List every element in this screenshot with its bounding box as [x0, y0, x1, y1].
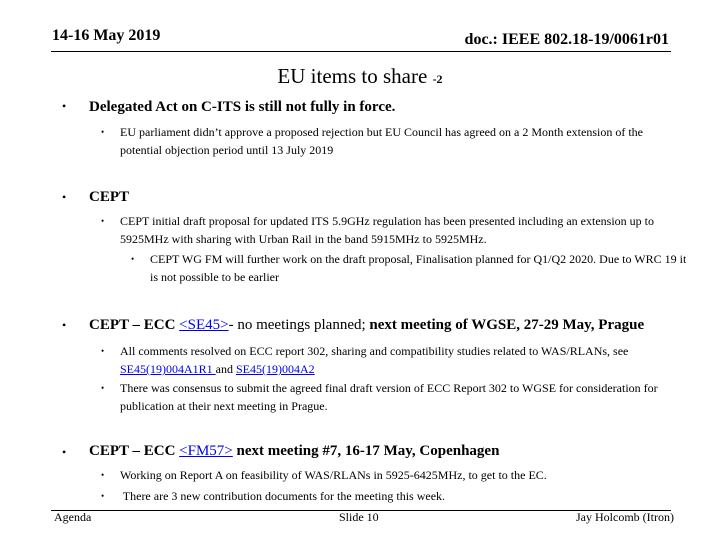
section-3-heading-prefix: CEPT – ECC [89, 317, 180, 333]
section-3-item-1-text: All comments resolved on ECC report 302, sharing and compatibility studies related to WAS/RLANs, see [120, 344, 629, 358]
section-3-item-1 [120, 342, 680, 378]
section-1-heading: Delegated Act on C-ITS is still not fully in force. [89, 99, 396, 115]
header-divider [51, 51, 671, 52]
footer-slide-number: Slide 10 [339, 510, 379, 524]
section-3-heading-bold: next meeting of WGSE, 27-29 May, Prague [369, 317, 645, 333]
section-3-heading-mid: - no meetings planned; [228, 317, 370, 333]
section-4-heading-rest: next meeting #7, 16-17 May, Copenhagen [232, 443, 500, 459]
bullet-icon: • [131, 254, 135, 264]
slide-title-suffix: -2 [432, 72, 443, 86]
se45-link[interactable]: <SE45> [179, 317, 229, 333]
section-4-item-1: Working on Report A on feasibility of WAS/RLANs in 5925-6425MHz, to get to the EC. [120, 468, 547, 482]
section-4-item-2: There are 3 new contribution documents for the meeting this week. [120, 489, 446, 503]
section-3-item-1-and: and [215, 362, 236, 376]
slide-title [0, 64, 720, 89]
section-2-subitem-1: CEPT WG FM will further work on the draft proposal, Finalisation planned for Q1/Q2 2020. Due to WRC 19 it is not possible to be earlier [150, 252, 687, 284]
bullet-icon: • [62, 99, 67, 113]
footer-agenda: Agenda [54, 510, 92, 524]
section-4-heading [89, 443, 499, 460]
section-4-heading-prefix: CEPT – ECC [89, 443, 180, 459]
se45-19-004a2-link[interactable]: SE45(19)004A2 [236, 362, 315, 376]
header-doc-id: doc.: IEEE 802.18-19/0061r01 [464, 31, 669, 48]
footer-author: Jay Holcomb (Itron) [576, 510, 674, 524]
fm57-link[interactable]: <FM57> [179, 443, 233, 459]
section-3-item-2: There was consensus to submit the agreed final draft version of ECC Report 302 to WGSE for consideration for publication at their next meeting in Prague. [120, 381, 658, 413]
bullet-icon: • [101, 127, 105, 137]
section-1-item-1: EU parliament didn’t approve a proposed rejection but EU Council has agreed on a 2 Month extension of the potential objection period until 13 July 2019 [120, 125, 643, 157]
bullet-icon: • [62, 445, 67, 459]
bullet-icon: • [101, 346, 105, 356]
section-3-heading [89, 317, 644, 334]
bullet-icon: • [101, 383, 105, 393]
bullet-icon: • [101, 491, 105, 501]
header-date: 14-16 May 2019 [52, 27, 161, 44]
slide-title-main: EU items to share [277, 64, 428, 88]
bullet-icon: • [101, 470, 105, 480]
bullet-icon: • [101, 216, 105, 226]
bullet-icon: • [62, 190, 67, 204]
bullet-icon: • [62, 318, 67, 332]
section-2-heading: CEPT [89, 189, 130, 205]
section-2-item-1: CEPT initial draft proposal for updated ITS 5.9GHz regulation has been presented including an extension up to 5925MHz with sharing with Urban Rail in the band 5915MHz to 5925MHz. [120, 214, 654, 246]
se45-19-004a1r1-link[interactable]: SE45(19)004A1R1 [120, 362, 216, 376]
